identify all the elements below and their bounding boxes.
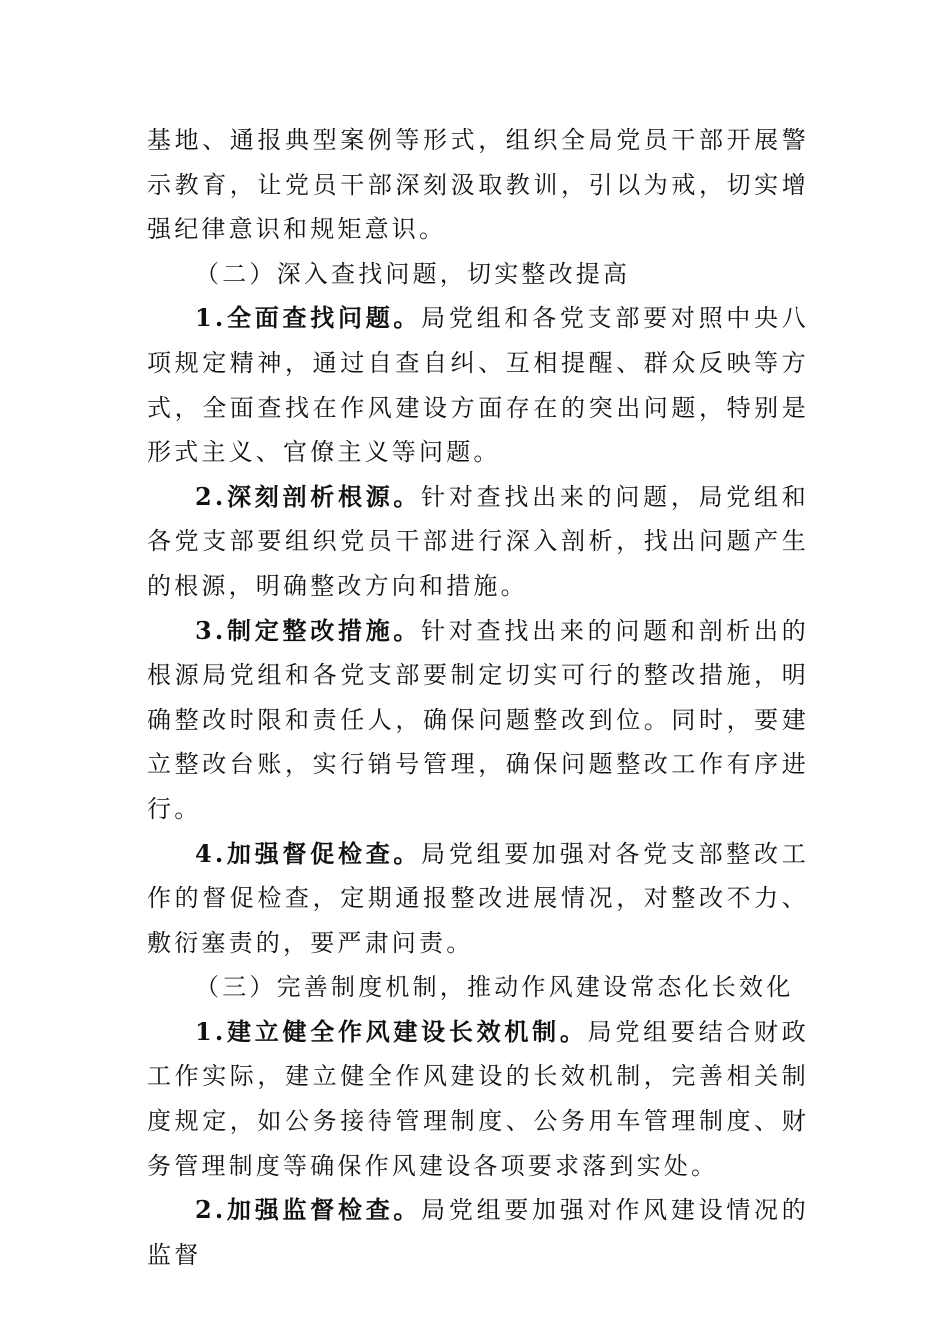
paragraph-text: 基地、通报典型案例等形式，组织全局党员干部开展警示教育，让党员干部深刻汲取教训，引以为戒，切实增强纪律意识和规矩意识。 [147, 126, 809, 244]
section-heading-text: （三）完善制度机制，推动作风建设常态化长效化 [195, 973, 794, 1002]
paragraph-lead: 3.制定整改措施。 [195, 615, 422, 645]
paragraph-supervision-inspection [147, 832, 809, 966]
paragraph-find-problems [147, 296, 809, 474]
paragraph-long-term-mechanism [147, 1010, 809, 1188]
paragraph-text: 局党组要结合财政工作实际，建立健全作风建设的长效机制，完善相关制度规定，如公务接待管理制度、公务用车管理制度、财务管理制度等确保作风建设各项要求落到实处。 [147, 1017, 809, 1180]
paragraph-lead: 1.建立健全作风建设长效机制。 [195, 1016, 588, 1046]
paragraph-rectification-measures [147, 609, 809, 832]
document-page [147, 118, 809, 1277]
paragraph-text: 局党组和各党支部要对照中央八项规定精神，通过自查自纠、互相提醒、群众反映等方式，全面查找在作风建设方面存在的突出问题，特别是形式主义、官僚主义等问题。 [147, 304, 809, 467]
paragraph-lead: 1.全面查找问题。 [195, 303, 422, 333]
paragraph-text: 针对查找出来的问题和剖析出的根源局党组和各党支部要制定切实可行的整改措施，明确整改时限和责任人，确保问题整改到位。同时，要建立整改台账，实行销号管理，确保问题整改工作有序进行。 [147, 616, 809, 823]
section-heading-3 [147, 965, 809, 1010]
paragraph-warning-education [147, 118, 809, 252]
paragraph-analyze-roots [147, 475, 809, 609]
paragraph-text: 局党组要加强对作风建设情况的监督 [147, 1196, 809, 1269]
paragraph-text: 针对查找出来的问题，局党组和各党支部要组织党员干部进行深入剖析，找出问题产生的根源，明确整改方向和措施。 [147, 482, 809, 600]
paragraph-strengthen-supervision [147, 1188, 809, 1277]
paragraph-lead: 4.加强督促检查。 [195, 838, 422, 868]
paragraph-text: 局党组要加强对各党支部整改工作的督促检查，定期通报整改进展情况，对整改不力、敷衍塞责的，要严肃问责。 [147, 839, 809, 957]
paragraph-lead: 2.加强监督检查。 [195, 1195, 422, 1225]
section-heading-text: （二）深入查找问题，切实整改提高 [195, 259, 631, 288]
section-heading-2 [147, 252, 809, 297]
paragraph-lead: 2.深刻剖析根源。 [195, 481, 422, 511]
